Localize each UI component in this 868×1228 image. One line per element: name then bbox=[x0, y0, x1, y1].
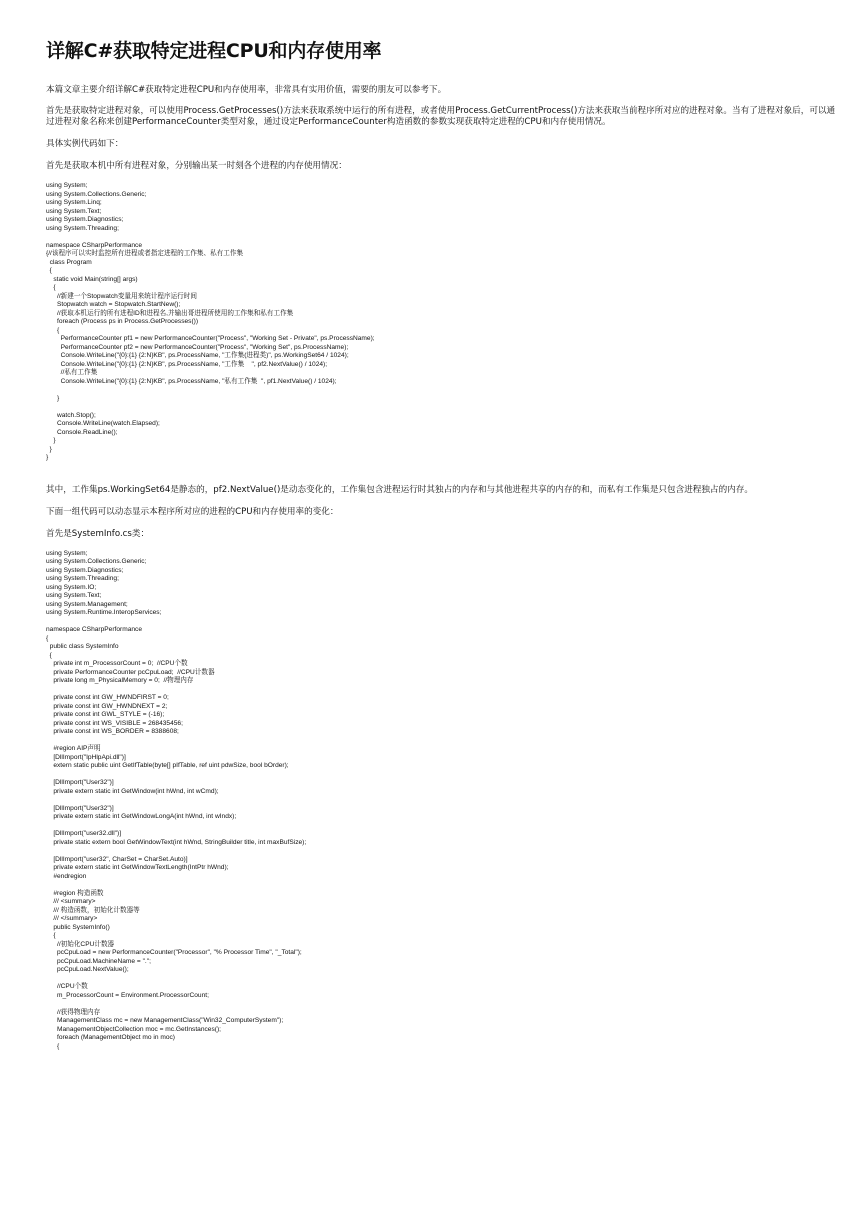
paragraph-systeminfo-class: 首先是SystemInfo.cs类： bbox=[46, 528, 150, 539]
paragraph-working-set-note: 其中，工作集ps.WorkingSet64是静态的，pf2.NextValue()是动态变化的，工作集包含进程运行时其独占的内存和与其他进程共享的内存的和，而私有工作集是只包含进程独占的内存。 bbox=[46, 484, 753, 495]
paragraph-process-object: 首先是获取特定进程对象，可以使用Process.GetProcesses()方法来获取系统中运行的所有进程，或者使用Process.GetCurrentProcess()方法来获取当前程序所对应的进程对象。当有了进程对象后，可以通过进程对象名称来创建PerformanceCounter类型对象，通过设定PerformanceCounter构造函数的参数实现获取特定进程的CPU和内存使用情况。 bbox=[46, 106, 836, 127]
code-block-systeminfo: using System; using System.Collections.Generic; using System.Diagnostics; using System.Threading; using System.IO; using System.Text; using System.Management; using System.Runtime.InteropServices; namespace CSharpPerformance { public class SystemInfo { private int m_ProcessorCount = 0; //CPU个数 private PerformanceCounter pcCpuLoad; //CPU计数器 private long m_PhysicalMemory = 0; //物理内存 private const int GW_HWNDFIRST = 0; private const int GW_HWNDNEXT = 2; private const int GWL_STYLE = (-16); private const int WS_VISIBLE = 268435456; private const int WS_BORDER = 8388608; #region AIP声明 [DllImport("IpHlpApi.dll")] extern static public uint GetIfTable(byte[] pIfTable, ref uint pdwSize, bool bOrder); [DllImport("User32")] private extern static int GetWindow(int hWnd, int wCmd); [DllImport("User32")] private extern static int GetWindowLongA(int hWnd, int wIndx); [DllImport("user32.dll")] private static extern bool GetWindowText(int hWnd, StringBuilder title, int maxBufSize); [DllImport("user32", CharSet = CharSet.Auto)] private extern static int GetWindowTextLength(IntPtr hWnd); #endregion #region 构造函数 /// <summary> /// 构造函数，初始化计数器等 /// </summary> public SystemInfo() { //初始化CPU计数器 pcCpuLoad = new PerformanceCounter("Processor", "% Processor Time", "_Total"); pcCpuLoad.MachineName = "."; pcCpuLoad.NextValue(); //CPU个数 m_ProcessorCount = Environment.ProcessorCount; //获得物理内存 ManagementClass mc = new ManagementClass("Win32_ComputerSystem"); ManagementObjectCollection moc = mc.GetInstances(); foreach (ManagementObject mo in moc) { bbox=[46, 549, 307, 1050]
paragraph-all-processes: 首先是获取本机中所有进程对象，分别输出某一时刻各个进程的内存使用情况： bbox=[46, 161, 347, 171]
paragraph-example-intro: 具体实例代码如下： bbox=[46, 139, 124, 149]
article bbox=[46, 38, 836, 1051]
intro-paragraph: 本篇文章主要介绍详解C#获取特定进程CPU和内存使用率，非常具有实用价值，需要的朋友可以参考下。 bbox=[46, 85, 447, 95]
code-block-program: using System; using System.Collections.Generic; using System.Linq; using System.Text; using System.Diagnostics; using System.Threading; namespace CSharpPerformance {//该程序可以实时监控所有进程或者指定进程的工作集、私有工作集 class Program { static void Main(string[] args) { //新建一个Stopwatch变量用来统计程序运行时间 Stopwatch watch = Stopwatch.StartNew(); //获取本机运行的所有进程ID和进程名,并输出哥进程所使用的工作集和私有工作集 foreach (Process ps in Process.GetProcesses()) { PerformanceCounter pf1 = new PerformanceCounter("Process", "Working Set - Private", ps.ProcessName); PerformanceCounter pf2 = new PerformanceCounter("Process", "Working Set", ps.ProcessName); Console.WriteLine("{0}:{1} {2:N}KB", ps.ProcessName, "工作集(进程类)", ps.WorkingSet64 / 1024); Console.WriteLine("{0}:{1} {2:N}KB", ps.ProcessName, "工作集 ", pf2.NextValue() / 1024); //私有工作集 Console.WriteLine("{0}:{1} {2:N}KB", ps.ProcessName, "私有工作集 ", pf1.NextValue() / 1024); } watch.Stop(); Console.WriteLine(watch.Elapsed); Console.ReadLine(); } } } bbox=[46, 182, 375, 461]
page-title: 详解C#获取特定进程CPU和内存使用率 bbox=[46, 40, 382, 62]
paragraph-dynamic-display: 下面一组代码可以动态显示本程序所对应的进程的CPU和内存使用率的变化： bbox=[46, 506, 339, 517]
